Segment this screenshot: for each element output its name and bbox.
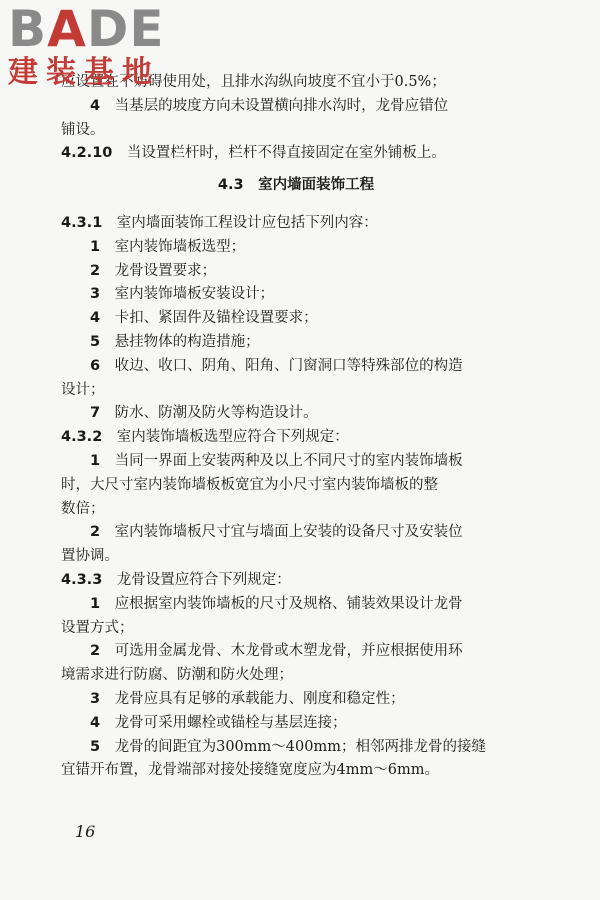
list-item: 5 龙骨的间距宜为300mm～400mm；相邻两排龙骨的接缝 <box>90 738 486 755</box>
text-line: 时，大尺寸室内装饰墙板板宽宜为小尺寸室内装饰墙板的整 <box>61 476 438 493</box>
list-item: 2 可选用金属龙骨、木龙骨或木塑龙骨，并应根据使用环 <box>90 643 463 660</box>
logo-subtitle: 建装基地 <box>8 55 160 90</box>
text-line: 境需求进行防腐、防潮和防火处理； <box>61 667 293 684</box>
text-line: 设置方式； <box>61 619 134 636</box>
list-item: 2 室内装饰墙板尺寸宜与墙面上安装的设备尺寸及安装位 <box>90 524 463 541</box>
list-item: 5 悬挂物体的构造措施； <box>90 333 260 350</box>
list-item: 1 应根据室内装饰墙板的尺寸及规格、铺装效果设计龙骨 <box>90 595 463 612</box>
document-body <box>61 71 531 783</box>
text-line: 应设置在不妨碍使用处，且排水沟纵向坡度不宜小于0.5%； <box>61 74 446 90</box>
list-item: 3 龙骨应具有足够的承载能力、刚度和稳定性； <box>90 690 405 707</box>
list-item: 7 防水、防潮及防火等构造设计。 <box>90 405 318 422</box>
bade-logo <box>8 0 165 90</box>
clause: 4.2.10 当设置栏杆时，栏杆不得直接固定在室外铺板上。 <box>61 145 446 162</box>
list-item: 1 当同一界面上安装两种及以上不同尺寸的室内装饰墙板 <box>90 452 463 469</box>
list-item: 4 卡扣、紧固件及锚栓设置要求； <box>90 310 318 327</box>
list-item: 3 室内装饰墙板安装设计； <box>90 286 275 303</box>
section-heading: 4.3 室内墙面装饰工程 <box>217 177 375 194</box>
text-line: 置协调。 <box>61 548 119 565</box>
text-line: 宜错开布置，龙骨端部对接处接缝宽度应为4mm～6mm。 <box>61 762 439 779</box>
clause: 4.3.1 室内墙面装饰工程设计应包括下列内容： <box>61 214 378 231</box>
page-number: 16 <box>75 822 96 841</box>
list-item: 1 室内装饰墙板选型； <box>90 238 246 255</box>
list-item: 4 龙骨可采用螺栓或锚栓与基层连接； <box>90 714 347 731</box>
clause: 4.3.3 龙骨设置应符合下列规定： <box>61 571 291 588</box>
logo-wordmark: BADE <box>8 0 165 58</box>
list-item: 2 龙骨设置要求； <box>90 262 217 279</box>
text-line: 铺设。 <box>61 121 105 138</box>
text-line: 数倍； <box>61 500 105 517</box>
clause: 4.3.2 室内装饰墙板选型应符合下列规定： <box>61 429 349 446</box>
list-item: 6 收边、收口、阴角、阳角、门窗洞口等特殊部位的构造 <box>90 357 463 374</box>
list-item: 4 当基层的坡度方向未设置横向排水沟时，龙骨应错位 <box>90 97 449 114</box>
text-line: 设计； <box>61 381 105 398</box>
